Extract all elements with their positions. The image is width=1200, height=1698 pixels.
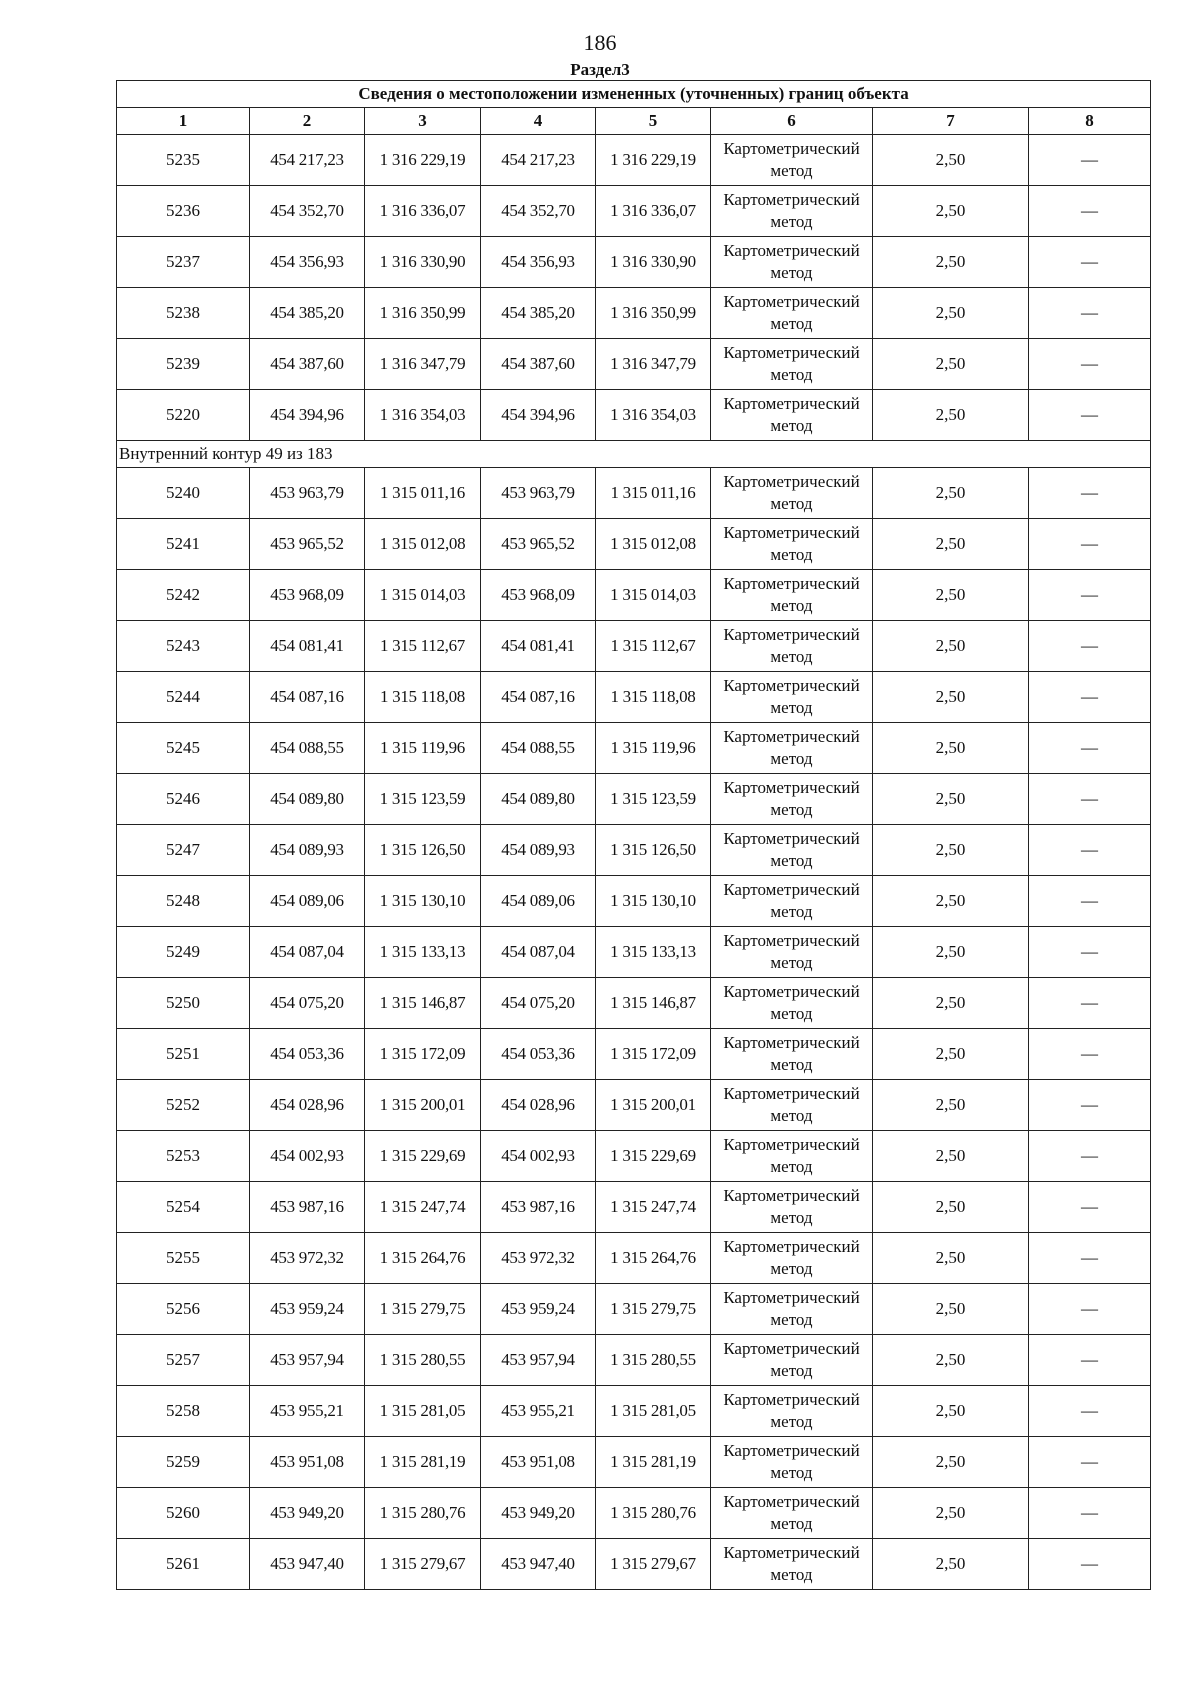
accuracy-cell: 2,50 bbox=[873, 1080, 1029, 1131]
table-row bbox=[117, 621, 1151, 672]
y-old-cell: 1 315 279,67 bbox=[365, 1539, 481, 1590]
note-cell: — bbox=[1029, 978, 1151, 1029]
y-old-cell: 1 315 172,09 bbox=[365, 1029, 481, 1080]
y-new-cell: 1 315 229,69 bbox=[596, 1131, 711, 1182]
x-old-cell: 454 053,36 bbox=[250, 1029, 365, 1080]
y-old-cell: 1 315 281,05 bbox=[365, 1386, 481, 1437]
accuracy-cell: 2,50 bbox=[873, 672, 1029, 723]
x-new-cell: 454 387,60 bbox=[481, 339, 596, 390]
point-cell: 5254 bbox=[117, 1182, 250, 1233]
point-cell: 5237 bbox=[117, 237, 250, 288]
method-cell: Картометрический метод bbox=[711, 927, 873, 978]
x-old-cell: 453 959,24 bbox=[250, 1284, 365, 1335]
method-cell: Картометрический метод bbox=[711, 1335, 873, 1386]
y-new-cell: 1 316 350,99 bbox=[596, 288, 711, 339]
note-cell: — bbox=[1029, 339, 1151, 390]
x-new-cell: 454 356,93 bbox=[481, 237, 596, 288]
x-new-cell: 454 089,93 bbox=[481, 825, 596, 876]
x-new-cell: 454 053,36 bbox=[481, 1029, 596, 1080]
point-cell: 5250 bbox=[117, 978, 250, 1029]
y-old-cell: 1 316 229,19 bbox=[365, 135, 481, 186]
point-cell: 5235 bbox=[117, 135, 250, 186]
y-new-cell: 1 315 279,75 bbox=[596, 1284, 711, 1335]
x-old-cell: 454 089,93 bbox=[250, 825, 365, 876]
note-cell: — bbox=[1029, 1284, 1151, 1335]
table-row bbox=[117, 288, 1151, 339]
note-cell: — bbox=[1029, 1029, 1151, 1080]
y-new-cell: 1 315 119,96 bbox=[596, 723, 711, 774]
y-old-cell: 1 315 123,59 bbox=[365, 774, 481, 825]
method-cell: Картометрический метод bbox=[711, 288, 873, 339]
point-cell: 5249 bbox=[117, 927, 250, 978]
y-new-cell: 1 315 118,08 bbox=[596, 672, 711, 723]
point-cell: 5239 bbox=[117, 339, 250, 390]
note-cell: — bbox=[1029, 186, 1151, 237]
table-row bbox=[117, 1233, 1151, 1284]
table-row bbox=[117, 825, 1151, 876]
note-cell: — bbox=[1029, 135, 1151, 186]
accuracy-cell: 2,50 bbox=[873, 1386, 1029, 1437]
y-old-cell: 1 315 011,16 bbox=[365, 468, 481, 519]
x-old-cell: 453 965,52 bbox=[250, 519, 365, 570]
y-new-cell: 1 315 264,76 bbox=[596, 1233, 711, 1284]
table-row bbox=[117, 927, 1151, 978]
x-new-cell: 454 002,93 bbox=[481, 1131, 596, 1182]
method-cell: Картометрический метод bbox=[711, 1386, 873, 1437]
point-cell: 5259 bbox=[117, 1437, 250, 1488]
x-new-cell: 454 217,23 bbox=[481, 135, 596, 186]
point-cell: 5255 bbox=[117, 1233, 250, 1284]
y-old-cell: 1 315 280,55 bbox=[365, 1335, 481, 1386]
x-old-cell: 453 972,32 bbox=[250, 1233, 365, 1284]
method-cell: Картометрический метод bbox=[711, 1539, 873, 1590]
method-cell: Картометрический метод bbox=[711, 1284, 873, 1335]
x-new-cell: 454 028,96 bbox=[481, 1080, 596, 1131]
y-old-cell: 1 316 350,99 bbox=[365, 288, 481, 339]
method-cell: Картометрический метод bbox=[711, 135, 873, 186]
y-old-cell: 1 315 281,19 bbox=[365, 1437, 481, 1488]
table-caption: Сведения о местоположении измененных (уточненных) границ объекта bbox=[117, 81, 1151, 108]
accuracy-cell: 2,50 bbox=[873, 1488, 1029, 1539]
table-row bbox=[117, 1080, 1151, 1131]
point-cell: 5242 bbox=[117, 570, 250, 621]
note-cell: — bbox=[1029, 1539, 1151, 1590]
y-new-cell: 1 315 279,67 bbox=[596, 1539, 711, 1590]
accuracy-cell: 2,50 bbox=[873, 825, 1029, 876]
accuracy-cell: 2,50 bbox=[873, 135, 1029, 186]
accuracy-cell: 2,50 bbox=[873, 339, 1029, 390]
point-cell: 5247 bbox=[117, 825, 250, 876]
y-new-cell: 1 315 280,55 bbox=[596, 1335, 711, 1386]
coordinates-table bbox=[116, 80, 1151, 1590]
y-new-cell: 1 315 281,05 bbox=[596, 1386, 711, 1437]
y-old-cell: 1 315 126,50 bbox=[365, 825, 481, 876]
contour-label-row bbox=[117, 441, 1151, 468]
table-row bbox=[117, 1284, 1151, 1335]
x-new-cell: 453 987,16 bbox=[481, 1182, 596, 1233]
y-old-cell: 1 315 014,03 bbox=[365, 570, 481, 621]
x-old-cell: 453 987,16 bbox=[250, 1182, 365, 1233]
x-old-cell: 454 089,80 bbox=[250, 774, 365, 825]
x-new-cell: 453 959,24 bbox=[481, 1284, 596, 1335]
method-cell: Картометрический метод bbox=[711, 468, 873, 519]
x-old-cell: 454 087,04 bbox=[250, 927, 365, 978]
y-old-cell: 1 315 112,67 bbox=[365, 621, 481, 672]
accuracy-cell: 2,50 bbox=[873, 927, 1029, 978]
x-old-cell: 453 957,94 bbox=[250, 1335, 365, 1386]
note-cell: — bbox=[1029, 723, 1151, 774]
x-new-cell: 453 955,21 bbox=[481, 1386, 596, 1437]
method-cell: Картометрический метод bbox=[711, 1080, 873, 1131]
accuracy-cell: 2,50 bbox=[873, 1182, 1029, 1233]
x-old-cell: 453 949,20 bbox=[250, 1488, 365, 1539]
x-new-cell: 453 957,94 bbox=[481, 1335, 596, 1386]
x-new-cell: 453 972,32 bbox=[481, 1233, 596, 1284]
point-cell: 5241 bbox=[117, 519, 250, 570]
y-old-cell: 1 315 229,69 bbox=[365, 1131, 481, 1182]
y-old-cell: 1 315 012,08 bbox=[365, 519, 481, 570]
table-row bbox=[117, 978, 1151, 1029]
section-title: Раздел3 bbox=[570, 60, 630, 79]
note-cell: — bbox=[1029, 519, 1151, 570]
y-old-cell: 1 316 336,07 bbox=[365, 186, 481, 237]
point-cell: 5240 bbox=[117, 468, 250, 519]
accuracy-cell: 2,50 bbox=[873, 1284, 1029, 1335]
method-cell: Картометрический метод bbox=[711, 621, 873, 672]
table-row bbox=[117, 237, 1151, 288]
y-new-cell: 1 315 133,13 bbox=[596, 927, 711, 978]
method-cell: Картометрический метод bbox=[711, 390, 873, 441]
note-cell: — bbox=[1029, 672, 1151, 723]
x-old-cell: 454 394,96 bbox=[250, 390, 365, 441]
note-cell: — bbox=[1029, 1131, 1151, 1182]
table-body bbox=[117, 135, 1151, 1590]
point-cell: 5238 bbox=[117, 288, 250, 339]
table-row bbox=[117, 1131, 1151, 1182]
note-cell: — bbox=[1029, 876, 1151, 927]
method-cell: Картометрический метод bbox=[711, 774, 873, 825]
accuracy-cell: 2,50 bbox=[873, 978, 1029, 1029]
y-old-cell: 1 315 280,76 bbox=[365, 1488, 481, 1539]
x-old-cell: 454 089,06 bbox=[250, 876, 365, 927]
accuracy-cell: 2,50 bbox=[873, 621, 1029, 672]
method-cell: Картометрический метод bbox=[711, 1182, 873, 1233]
x-old-cell: 454 088,55 bbox=[250, 723, 365, 774]
column-number: 8 bbox=[1029, 108, 1151, 135]
point-cell: 5243 bbox=[117, 621, 250, 672]
note-cell: — bbox=[1029, 1386, 1151, 1437]
method-cell: Картометрический метод bbox=[711, 1029, 873, 1080]
method-cell: Картометрический метод bbox=[711, 186, 873, 237]
point-cell: 5244 bbox=[117, 672, 250, 723]
column-number: 3 bbox=[365, 108, 481, 135]
x-old-cell: 453 968,09 bbox=[250, 570, 365, 621]
method-cell: Картометрический метод bbox=[711, 1437, 873, 1488]
table-row bbox=[117, 1029, 1151, 1080]
x-old-cell: 454 081,41 bbox=[250, 621, 365, 672]
x-new-cell: 453 947,40 bbox=[481, 1539, 596, 1590]
point-cell: 5220 bbox=[117, 390, 250, 441]
note-cell: — bbox=[1029, 1437, 1151, 1488]
x-new-cell: 454 088,55 bbox=[481, 723, 596, 774]
accuracy-cell: 2,50 bbox=[873, 1335, 1029, 1386]
y-old-cell: 1 315 264,76 bbox=[365, 1233, 481, 1284]
x-old-cell: 454 028,96 bbox=[250, 1080, 365, 1131]
accuracy-cell: 2,50 bbox=[873, 1539, 1029, 1590]
y-new-cell: 1 315 200,01 bbox=[596, 1080, 711, 1131]
note-cell: — bbox=[1029, 621, 1151, 672]
note-cell: — bbox=[1029, 237, 1151, 288]
x-new-cell: 453 949,20 bbox=[481, 1488, 596, 1539]
x-old-cell: 454 217,23 bbox=[250, 135, 365, 186]
y-old-cell: 1 315 133,13 bbox=[365, 927, 481, 978]
y-new-cell: 1 315 112,67 bbox=[596, 621, 711, 672]
point-cell: 5258 bbox=[117, 1386, 250, 1437]
column-number: 2 bbox=[250, 108, 365, 135]
table-row bbox=[117, 723, 1151, 774]
note-cell: — bbox=[1029, 570, 1151, 621]
y-old-cell: 1 315 119,96 bbox=[365, 723, 481, 774]
x-new-cell: 454 089,80 bbox=[481, 774, 596, 825]
x-new-cell: 454 394,96 bbox=[481, 390, 596, 441]
column-number: 1 bbox=[117, 108, 250, 135]
method-cell: Картометрический метод bbox=[711, 978, 873, 1029]
accuracy-cell: 2,50 bbox=[873, 390, 1029, 441]
accuracy-cell: 2,50 bbox=[873, 570, 1029, 621]
x-new-cell: 453 968,09 bbox=[481, 570, 596, 621]
x-old-cell: 453 963,79 bbox=[250, 468, 365, 519]
x-new-cell: 453 951,08 bbox=[481, 1437, 596, 1488]
x-new-cell: 453 965,52 bbox=[481, 519, 596, 570]
accuracy-cell: 2,50 bbox=[873, 237, 1029, 288]
accuracy-cell: 2,50 bbox=[873, 519, 1029, 570]
point-cell: 5261 bbox=[117, 1539, 250, 1590]
method-cell: Картометрический метод bbox=[711, 876, 873, 927]
point-cell: 5257 bbox=[117, 1335, 250, 1386]
table-row bbox=[117, 1539, 1151, 1590]
point-cell: 5260 bbox=[117, 1488, 250, 1539]
x-new-cell: 454 087,04 bbox=[481, 927, 596, 978]
method-cell: Картометрический метод bbox=[711, 825, 873, 876]
method-cell: Картометрический метод bbox=[711, 672, 873, 723]
x-old-cell: 454 356,93 bbox=[250, 237, 365, 288]
y-new-cell: 1 315 247,74 bbox=[596, 1182, 711, 1233]
column-number: 7 bbox=[873, 108, 1029, 135]
x-old-cell: 454 387,60 bbox=[250, 339, 365, 390]
y-old-cell: 1 315 118,08 bbox=[365, 672, 481, 723]
x-old-cell: 453 947,40 bbox=[250, 1539, 365, 1590]
x-old-cell: 454 087,16 bbox=[250, 672, 365, 723]
table-row bbox=[117, 519, 1151, 570]
y-old-cell: 1 315 200,01 bbox=[365, 1080, 481, 1131]
x-new-cell: 454 087,16 bbox=[481, 672, 596, 723]
note-cell: — bbox=[1029, 1182, 1151, 1233]
y-old-cell: 1 316 347,79 bbox=[365, 339, 481, 390]
table-row bbox=[117, 1182, 1151, 1233]
column-number-row bbox=[117, 108, 1151, 135]
column-number: 5 bbox=[596, 108, 711, 135]
note-cell: — bbox=[1029, 288, 1151, 339]
y-new-cell: 1 315 130,10 bbox=[596, 876, 711, 927]
method-cell: Картометрический метод bbox=[711, 1233, 873, 1284]
point-cell: 5248 bbox=[117, 876, 250, 927]
point-cell: 5246 bbox=[117, 774, 250, 825]
point-cell: 5256 bbox=[117, 1284, 250, 1335]
y-new-cell: 1 315 281,19 bbox=[596, 1437, 711, 1488]
note-cell: — bbox=[1029, 825, 1151, 876]
x-new-cell: 454 075,20 bbox=[481, 978, 596, 1029]
method-cell: Картометрический метод bbox=[711, 1488, 873, 1539]
note-cell: — bbox=[1029, 927, 1151, 978]
y-new-cell: 1 316 336,07 bbox=[596, 186, 711, 237]
x-old-cell: 454 352,70 bbox=[250, 186, 365, 237]
point-cell: 5236 bbox=[117, 186, 250, 237]
x-old-cell: 454 002,93 bbox=[250, 1131, 365, 1182]
point-cell: 5252 bbox=[117, 1080, 250, 1131]
note-cell: — bbox=[1029, 1233, 1151, 1284]
x-new-cell: 454 089,06 bbox=[481, 876, 596, 927]
accuracy-cell: 2,50 bbox=[873, 1233, 1029, 1284]
y-new-cell: 1 315 012,08 bbox=[596, 519, 711, 570]
x-old-cell: 454 385,20 bbox=[250, 288, 365, 339]
point-cell: 5245 bbox=[117, 723, 250, 774]
table-row bbox=[117, 876, 1151, 927]
y-new-cell: 1 315 280,76 bbox=[596, 1488, 711, 1539]
note-cell: — bbox=[1029, 1080, 1151, 1131]
table-row bbox=[117, 339, 1151, 390]
y-old-cell: 1 316 354,03 bbox=[365, 390, 481, 441]
y-new-cell: 1 315 172,09 bbox=[596, 1029, 711, 1080]
method-cell: Картометрический метод bbox=[711, 519, 873, 570]
point-cell: 5253 bbox=[117, 1131, 250, 1182]
page-number: 186 bbox=[583, 30, 617, 55]
point-cell: 5251 bbox=[117, 1029, 250, 1080]
x-new-cell: 453 963,79 bbox=[481, 468, 596, 519]
table-row bbox=[117, 1335, 1151, 1386]
note-cell: — bbox=[1029, 390, 1151, 441]
accuracy-cell: 2,50 bbox=[873, 1131, 1029, 1182]
y-new-cell: 1 316 347,79 bbox=[596, 339, 711, 390]
contour-label: Внутренний контур 49 из 183 bbox=[117, 441, 1151, 468]
x-new-cell: 454 352,70 bbox=[481, 186, 596, 237]
method-cell: Картометрический метод bbox=[711, 570, 873, 621]
y-new-cell: 1 316 330,90 bbox=[596, 237, 711, 288]
y-old-cell: 1 315 130,10 bbox=[365, 876, 481, 927]
x-new-cell: 454 081,41 bbox=[481, 621, 596, 672]
note-cell: — bbox=[1029, 468, 1151, 519]
accuracy-cell: 2,50 bbox=[873, 774, 1029, 825]
method-cell: Картометрический метод bbox=[711, 339, 873, 390]
accuracy-cell: 2,50 bbox=[873, 288, 1029, 339]
accuracy-cell: 2,50 bbox=[873, 1437, 1029, 1488]
y-new-cell: 1 315 146,87 bbox=[596, 978, 711, 1029]
y-new-cell: 1 315 126,50 bbox=[596, 825, 711, 876]
table-row bbox=[117, 1437, 1151, 1488]
table-row bbox=[117, 1488, 1151, 1539]
method-cell: Картометрический метод bbox=[711, 723, 873, 774]
table-row bbox=[117, 774, 1151, 825]
y-new-cell: 1 315 011,16 bbox=[596, 468, 711, 519]
table-row bbox=[117, 1386, 1151, 1437]
method-cell: Картометрический метод bbox=[711, 237, 873, 288]
y-new-cell: 1 316 229,19 bbox=[596, 135, 711, 186]
x-old-cell: 453 955,21 bbox=[250, 1386, 365, 1437]
table-row bbox=[117, 186, 1151, 237]
x-old-cell: 453 951,08 bbox=[250, 1437, 365, 1488]
table-row bbox=[117, 390, 1151, 441]
column-number: 6 bbox=[711, 108, 873, 135]
method-cell: Картометрический метод bbox=[711, 1131, 873, 1182]
accuracy-cell: 2,50 bbox=[873, 723, 1029, 774]
note-cell: — bbox=[1029, 1488, 1151, 1539]
note-cell: — bbox=[1029, 1335, 1151, 1386]
table-row bbox=[117, 570, 1151, 621]
x-new-cell: 454 385,20 bbox=[481, 288, 596, 339]
table-row bbox=[117, 135, 1151, 186]
table-row bbox=[117, 468, 1151, 519]
y-old-cell: 1 315 279,75 bbox=[365, 1284, 481, 1335]
y-old-cell: 1 316 330,90 bbox=[365, 237, 481, 288]
table-row bbox=[117, 672, 1151, 723]
accuracy-cell: 2,50 bbox=[873, 876, 1029, 927]
column-number: 4 bbox=[481, 108, 596, 135]
y-old-cell: 1 315 146,87 bbox=[365, 978, 481, 1029]
y-old-cell: 1 315 247,74 bbox=[365, 1182, 481, 1233]
accuracy-cell: 2,50 bbox=[873, 1029, 1029, 1080]
accuracy-cell: 2,50 bbox=[873, 186, 1029, 237]
accuracy-cell: 2,50 bbox=[873, 468, 1029, 519]
y-new-cell: 1 315 123,59 bbox=[596, 774, 711, 825]
x-old-cell: 454 075,20 bbox=[250, 978, 365, 1029]
y-new-cell: 1 316 354,03 bbox=[596, 390, 711, 441]
note-cell: — bbox=[1029, 774, 1151, 825]
y-new-cell: 1 315 014,03 bbox=[596, 570, 711, 621]
